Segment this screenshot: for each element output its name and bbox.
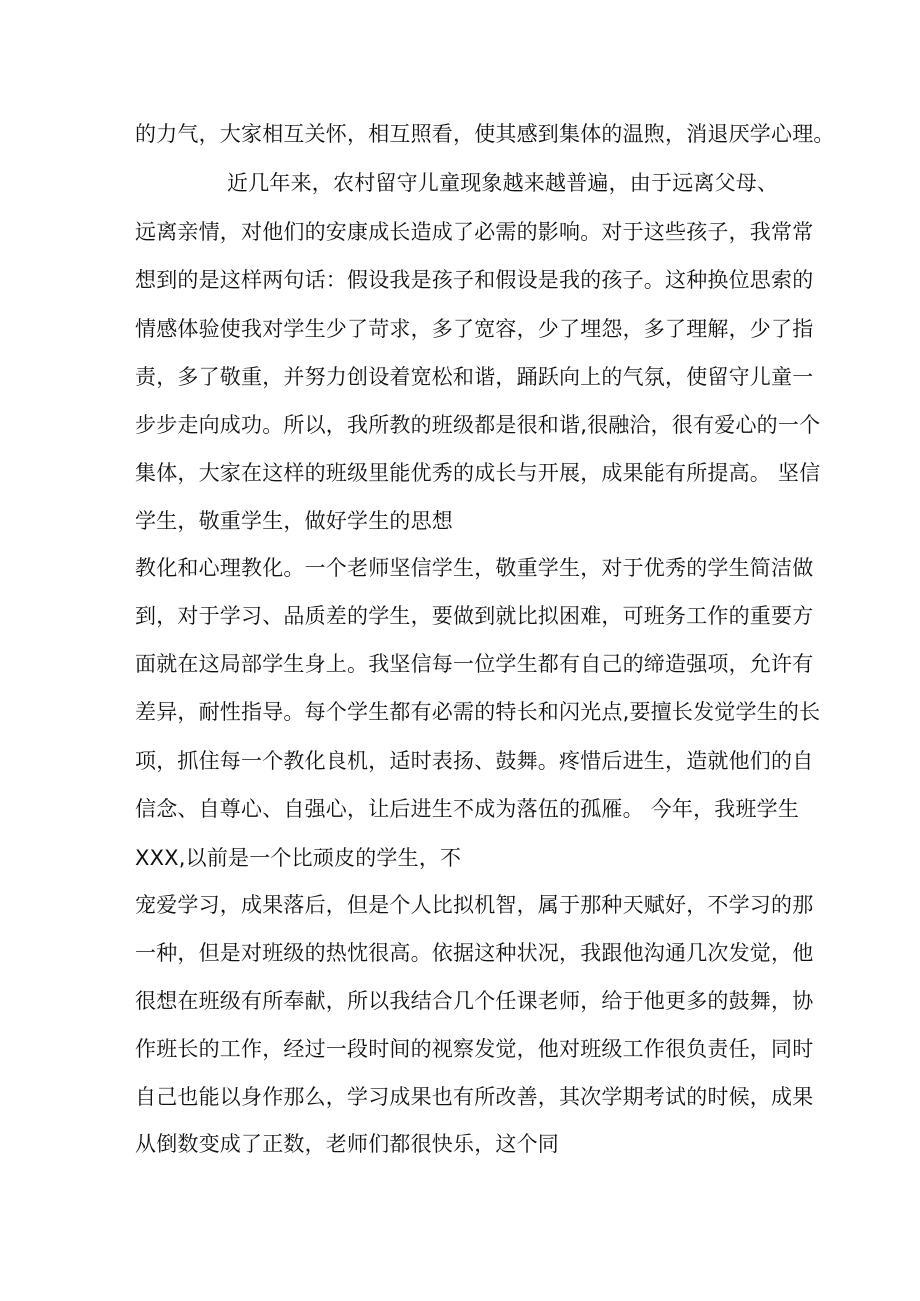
text-line: 想到的是这样两句话：假设我是孩子和假设是我的孩子。这种换位思索的	[135, 268, 814, 292]
text-line: 近几年来，农村留守儿童现象越来越普遍，由于远离父母、	[227, 171, 779, 195]
text-line: 差异，耐性指导。每个学生都有必需的特长和闪光点,要擅长发觉学生的长	[135, 700, 821, 724]
text-line: 信念、自尊心、自强心，让后进生不成为落伍的孤雁。 今年，我班学生	[135, 797, 800, 821]
text-line: 项，抓住每一个教化良机，适时表扬、鼓舞。疼惜后进生，造就他们的自	[135, 749, 814, 773]
text-line: 集体，大家在这样的班级里能优秀的成长与开展，成果能有所提高。 坚信	[135, 461, 821, 485]
text-line: 教化和心理教化。一个老师坚信学生，敬重学生，对于优秀的学生简洁做	[135, 556, 814, 580]
text-line: 学生，敬重学生，做好学生的思想	[135, 509, 453, 533]
text-line: 情感体验使我对学生少了苛求，多了宽容，少了埋怨，多了理解，少了指	[135, 317, 814, 341]
text-line: 从倒数变成了正数，老师们都很快乐，这个同	[135, 1132, 559, 1156]
text-line: 一种，但是对班级的热忱很高。依据这种状况，我跟他沟通几次发觉，他	[135, 941, 814, 965]
text-line: 面就在这局部学生身上。我坚信每一位学生都有自己的缔造强项，允许有	[135, 652, 814, 676]
text-line: 宠爱学习，成果落后，但是个人比拟机智，属于那种天赋好，不学习的那	[135, 893, 814, 917]
text-line: 很想在班级有所奉献，所以我结合几个任课老师，给于他更多的鼓舞，协	[135, 989, 814, 1013]
text-line: 自己也能以身作那么，学习成果也有所改善，其次学期考试的时候，成果	[135, 1085, 814, 1109]
text-line: XXX,以前是一个比顽皮的学生，不	[135, 846, 462, 870]
text-line: 远离亲情，对他们的安康成长造成了必需的影响。对于这些孩子，我常常	[135, 220, 814, 244]
text-line: 到，对于学习、品质差的学生，要做到就比拟困难，可班务工作的重要方	[135, 604, 814, 628]
text-line: 责，多了敬重，并努力创设着宽松和谐，踊跃向上的气氛，使留守儿童一	[135, 365, 814, 389]
text-line: 作班长的工作，经过一段时间的视察发觉，他对班级工作很负责任，同时	[135, 1037, 814, 1061]
text-line: 的力气，大家相互关怀，相互照看，使其感到集体的温煦，消退厌学心理。	[135, 122, 835, 146]
text-line: 步步走向成功。所以，我所教的班级都是很和谐,很融洽，很有爱心的一个	[135, 413, 821, 437]
